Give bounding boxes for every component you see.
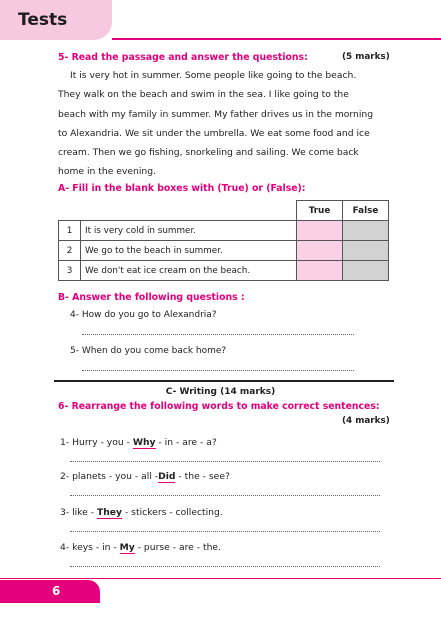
key-word: Why	[132, 437, 156, 448]
row-number: 2	[59, 241, 81, 261]
key-word: Did	[158, 471, 176, 482]
table-header-row	[59, 201, 389, 221]
writing-title: C- Writing (14 marks)	[165, 387, 276, 397]
true-false-table	[58, 200, 389, 281]
table-row	[59, 221, 389, 241]
answer-line-6-1[interactable]	[70, 461, 380, 462]
item-words: 4- keys - in -	[60, 542, 120, 553]
section-divider	[54, 380, 394, 382]
answer-line-4[interactable]	[82, 334, 354, 335]
reading-passage	[58, 66, 395, 182]
footer-rule	[0, 578, 441, 579]
true-answer-box[interactable]	[297, 221, 343, 241]
section-a-title: A- Fill in the blank boxes with (True) or (False):	[58, 183, 306, 194]
table-row	[59, 241, 389, 261]
item-words: 1- Hurry - you -	[60, 437, 133, 448]
answer-line-5[interactable]	[82, 370, 354, 371]
question-5-title: 5- Read the passage and answer the questions:	[58, 52, 308, 63]
section-b-title: B- Answer the following questions :	[58, 292, 245, 303]
key-word: They	[97, 507, 123, 518]
key-word: My	[119, 542, 135, 553]
question-5: 5- When do you come back home?	[70, 346, 227, 356]
passage-line: beach with my family in summer. My father drives us in the morning	[58, 108, 374, 120]
question-5-marks: (5 marks)	[342, 52, 390, 62]
passage-line: It is very hot in summer. Some people like going to the beach.	[70, 70, 357, 81]
item-words: 3- like -	[60, 507, 97, 518]
header-true: True	[297, 201, 343, 221]
header-rule	[112, 38, 441, 40]
passage-line: home in the evening.	[58, 166, 156, 178]
false-answer-box[interactable]	[343, 221, 389, 241]
item-words: - the - see?	[175, 471, 230, 482]
item-words: - in - are - a?	[155, 437, 217, 448]
passage-line: to Alexandria. We sit under the umbrella. We eat some food and ice	[58, 127, 370, 139]
item-words: - purse - are - the.	[134, 542, 221, 553]
header-blank	[59, 201, 81, 221]
header-false: False	[343, 201, 389, 221]
question-6-title: 6- Rearrange the following words to make correct sentences:	[58, 401, 380, 412]
page-title: Tests	[18, 10, 68, 30]
row-statement: We don't eat ice cream on the beach.	[81, 261, 297, 281]
item-words: 2- planets - you - all -	[60, 471, 159, 482]
table-row	[59, 261, 389, 281]
question-6-marks: (4 marks)	[342, 416, 390, 426]
row-statement: We go to the beach in summer.	[81, 241, 297, 261]
true-answer-box[interactable]	[297, 261, 343, 281]
item-words: - stickers - collecting.	[122, 507, 223, 518]
row-statement: It is very cold in summer.	[81, 221, 297, 241]
rearrange-item-3	[60, 507, 223, 518]
answer-line-6-4[interactable]	[70, 566, 380, 567]
passage-line: They walk on the beach and swim in the sea. I like going to the	[58, 89, 349, 101]
rearrange-item-1	[60, 437, 217, 448]
row-number: 3	[59, 261, 81, 281]
true-answer-box[interactable]	[297, 241, 343, 261]
header-blank	[81, 201, 297, 221]
passage-line: cream. Then we go fishing, snorkeling and sailing. We come back	[58, 147, 359, 159]
rearrange-item-2	[60, 471, 230, 482]
footer-tab	[0, 580, 100, 603]
false-answer-box[interactable]	[343, 261, 389, 281]
row-number: 1	[59, 221, 81, 241]
answer-line-6-2[interactable]	[70, 495, 380, 496]
page-number: 6	[52, 584, 61, 598]
question-4: 4- How do you go to Alexandria?	[70, 310, 217, 320]
answer-line-6-3[interactable]	[70, 531, 380, 532]
rearrange-item-4	[60, 542, 221, 553]
false-answer-box[interactable]	[343, 241, 389, 261]
